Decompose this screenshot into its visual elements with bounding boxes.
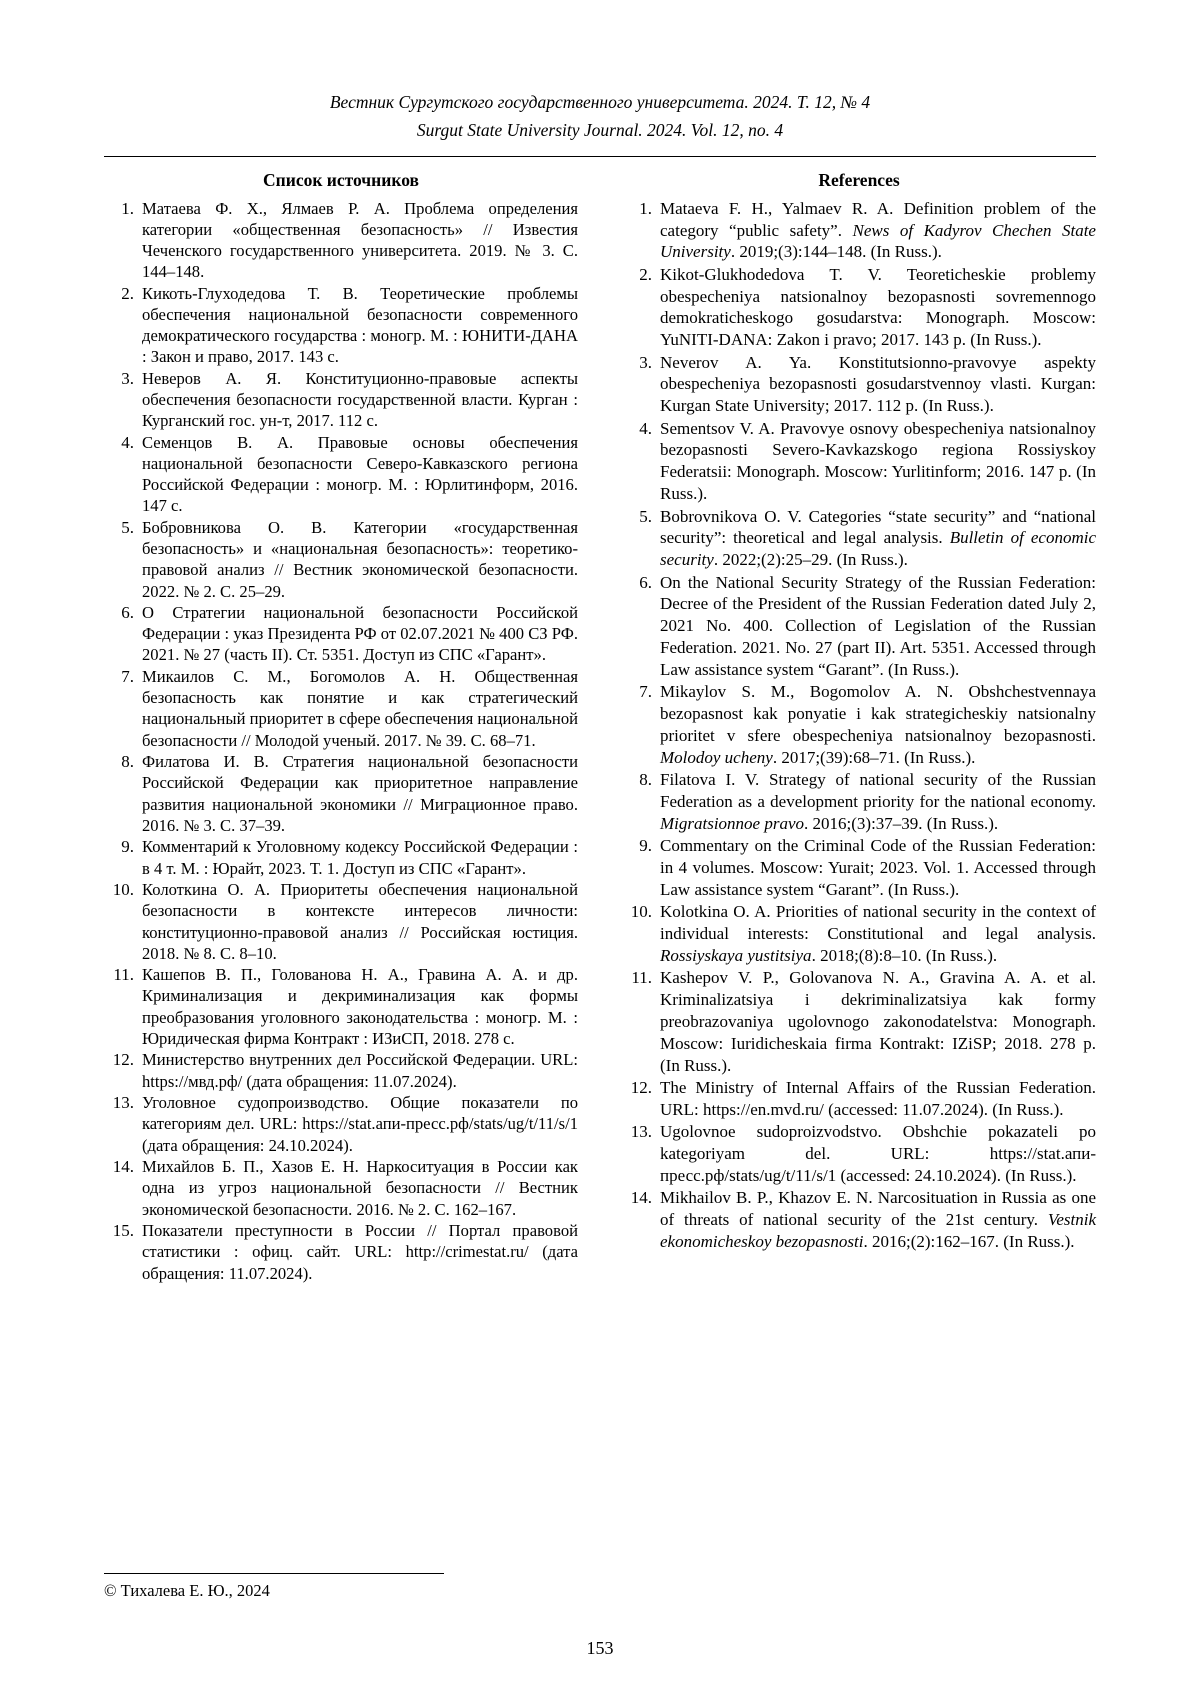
reference-item — [622, 418, 1096, 505]
reference-number: 12. — [630, 1077, 652, 1097]
header-divider — [104, 156, 1096, 157]
russian-reference-list — [104, 198, 578, 1284]
russian-list-title: Список источников — [263, 169, 419, 190]
reference-text: Kashepov V. P., Golovanova N. A., Gravina A. A. et al. Kriminalizatsiya i dekriminalizatsiya kak formy preobrazovaniya ugolovnogo zakonodatelstva: Monograph. Moscow: Iuridicheskaia firma Kontrakt: IZiSP; 2018. 278 p. (In Russ.). — [660, 968, 1096, 1075]
reference-number: 7. — [639, 682, 652, 702]
reference-text: The Ministry of Internal Affairs of the Russian Federation. URL: https://en.mvd.ru/ (accessed: 11.07.2024). (In Russ.). — [660, 1077, 1096, 1119]
reference-number: 9. — [639, 836, 652, 856]
reference-item — [622, 572, 1096, 681]
reference-text: Neverov A. Ya. Konstitutsionno-pravovye aspekty obespecheniya bezopasnosti gosudarstvennoy vlasti. Kurgan: Kurgan State University; 2017. 112 p. (In Russ.). — [660, 352, 1096, 416]
english-list-title: References — [818, 169, 900, 190]
reference-number: 4. — [639, 418, 652, 438]
reference-item — [622, 264, 1096, 351]
reference-text: Mikaylov S. M., Bogomolov A. N. Obshchestvennaya bezopasnost kak ponyatie i kak strategicheskiy natsionalny prioritet v sfere obespecheniya natsionalnoy bezopasnosti. Molodoy ucheny. 2017;(39):68–71. (In Russ.). — [660, 682, 1096, 767]
reference-text: Mikhailov B. P., Khazov E. N. Narcosituation in Russia as one of threats of national security of the 21st century. Vestnik ekonomicheskoy bezopasnosti. 2016;(2):162–167. (In Russ.). — [660, 1188, 1096, 1251]
reference-item — [104, 602, 578, 665]
reference-text: On the National Security Strategy of the Russian Federation: Decree of the President of the Russian Federation dated July 2, 2021 No. 400. Collection of Legislation of the Russian Federation. 2021. No. 27 (part II). Art. 5351. Accessed through Law assistance system “Garant”. (In Russ.). — [660, 572, 1096, 679]
reference-number: 15. — [112, 1221, 134, 1241]
reference-number: 14. — [630, 1188, 652, 1208]
reference-text: Commentary on the Criminal Code of the Russian Federation: in 4 volumes. Moscow: Yurait; 2023. Vol. 1. Accessed through Law assistance system “Garant”. (In Russ.). — [660, 836, 1096, 899]
reference-text: Микаилов С. М., Богомолов А. Н. Общественная безопасность как понятие и как стратегический национальный приоритет в сфере обеспечения национальной безопасности // Молодой ученый. 2017. № 39. С. 68–71. — [142, 667, 578, 750]
reference-text: Ugolovnoe sudoproizvodstvo. Obshchie pokazateli po kategoriyam del. URL: https://stat.апи-пресс.рф/stats/ug/t/11/s/1 (accessed: 24.10.2024). (In Russ.). — [660, 1122, 1096, 1185]
reference-item — [104, 432, 578, 517]
reference-text: Матаева Ф. Х., Ялмаев Р. А. Проблема определения категории «общественная безопасность» // Известия Чеченского государственного университета. 2019. № 3. С. 144–148. — [142, 198, 578, 282]
reference-number: 3. — [639, 352, 652, 372]
reference-text: Бобровникова О. В. Категории «государственная безопасность» и «национальная безопасность»: теоретико-правовой анализ // Вестник экономической безопасности. 2022. № 2. С. 25–29. — [142, 518, 578, 601]
reference-number: 8. — [121, 752, 134, 772]
running-head — [104, 88, 1096, 145]
reference-number: 5. — [121, 518, 134, 538]
reference-item — [104, 1220, 578, 1283]
reference-number: 2. — [121, 283, 134, 303]
reference-number: 11. — [113, 965, 134, 985]
reference-item — [104, 879, 578, 964]
reference-item — [104, 1049, 578, 1091]
reference-number: 13. — [112, 1093, 134, 1113]
reference-item — [622, 901, 1096, 967]
reference-item — [622, 1077, 1096, 1121]
reference-text: Filatova I. V. Strategy of national security of the Russian Federation as a development priority for the national economy. Migratsionnoe pravo. 2016;(3):37–39. (In Russ.). — [660, 770, 1096, 833]
reference-number: 1. — [121, 198, 134, 218]
reference-item — [622, 1187, 1096, 1253]
reference-text: Bobrovnikova O. V. Categories “state security” and “national security”: theoretical and legal analysis. Bulletin of economic security. 2022;(2):25–29. (In Russ.). — [660, 506, 1096, 570]
column-english-references — [622, 170, 1096, 1284]
reference-number: 9. — [121, 837, 134, 857]
reference-number: 12. — [112, 1050, 134, 1070]
reference-text: Sementsov V. A. Pravovye osnovy obespecheniya natsionalnoy bezopasnosti Severo-Kavkazskogo regiona Rossiyskoy Federatsii: Monograph. Moscow: Yurlitinform; 2016. 147 p. (In Russ.). — [660, 418, 1096, 504]
reference-text: Колоткина О. А. Приоритеты обеспечения национальной безопасности в контексте интересов личности: конституционно-правовой анализ // Российская юстиция. 2018. № 8. С. 8–10. — [142, 880, 578, 963]
reference-number: 10. — [112, 880, 134, 900]
reference-item — [104, 964, 578, 1049]
reference-item — [104, 751, 578, 836]
reference-number: 1. — [639, 198, 652, 218]
reference-number: 10. — [630, 902, 652, 922]
reference-number: 6. — [639, 572, 652, 592]
reference-text: Кикоть-Глуходедова Т. В. Теоретические проблемы обеспечения национальной безопасности современного демократического государства : моногр. М. : ЮНИТИ-ДАНА : Закон и право, 2017. 143 с. — [142, 283, 578, 367]
copyright-note: © Тихалева Е. Ю., 2024 — [104, 1581, 270, 1600]
reference-item — [622, 835, 1096, 901]
reference-item — [622, 198, 1096, 264]
reference-text: Kikot-Glukhodedova T. V. Teoreticheskie problemy obespecheniya natsionalnoy bezopasnosti sovremennogo demokraticheskogo gosudarstva: Monograph. Moscow: YuNITI-DANA: Zakon i pravo; 2017. 143 p. (In Russ.). — [660, 264, 1096, 350]
reference-text: Mataeva F. H., Yalmaev R. A. Definition problem of the category “public safety”. News of Kadyrov Chechen State University. 2019;(3):144–148. (In Russ.). — [660, 198, 1096, 262]
reference-text: Филатова И. В. Стратегия национальной безопасности Российской Федерации как приоритетное направление развития национальной экономики // Миграционное право. 2016. № 3. С. 37–39. — [142, 752, 578, 835]
reference-item — [104, 198, 578, 283]
reference-number: 7. — [121, 667, 134, 687]
reference-number: 6. — [121, 603, 134, 623]
references-columns — [104, 170, 1096, 1284]
reference-number: 8. — [639, 770, 652, 790]
reference-item — [104, 1092, 578, 1155]
reference-text: Показатели преступности в России // Портал правовой статистики : офиц. сайт. URL: http://crimestat.ru/ (дата обращения: 11.07.2024). — [142, 1221, 578, 1283]
reference-text: Министерство внутренних дел Российской Федерации. URL: https://мвд.рф/ (дата обращения: 11.07.2024). — [142, 1050, 578, 1091]
reference-item — [104, 283, 578, 368]
page-number: 153 — [586, 1638, 614, 1658]
column-russian-sources — [104, 170, 578, 1284]
reference-number: 11. — [631, 968, 652, 988]
reference-text: Семенцов В. А. Правовые основы обеспечения национальной безопасности Северо-Кавказского региона Российской Федерации : моногр. М. : Юрлитинформ, 2016. 147 с. — [142, 432, 578, 516]
reference-item — [104, 517, 578, 602]
english-reference-list — [622, 198, 1096, 1253]
reference-item — [622, 352, 1096, 418]
reference-text: Комментарий к Уголовному кодексу Российской Федерации : в 4 т. М. : Юрайт, 2023. Т. 1. Доступ из СПС «Гарант». — [142, 837, 578, 878]
reference-text: Кашепов В. П., Голованова Н. А., Гравина А. А. и др. Криминализация и декриминализация как формы преобразования уголовного законодательства : моногр. М. : Юридическая фирма Контракт : ИЗиСП, 2018. 278 с. — [142, 965, 578, 1048]
footer-divider — [104, 1573, 444, 1574]
reference-item — [622, 1121, 1096, 1187]
reference-item — [622, 681, 1096, 768]
reference-number: 5. — [639, 506, 652, 526]
reference-text: Неверов А. Я. Конституционно-правовые аспекты обеспечения безопасности государственной власти. Курган : Курганский гос. ун-т, 2017. 112 с. — [142, 368, 578, 431]
reference-number: 13. — [630, 1122, 652, 1142]
reference-text: Михайлов Б. П., Хазов Е. Н. Наркоситуация в России как одна из угроз национальной безопасности // Вестник экономической безопасности. 2016. № 2. С. 162–167. — [142, 1157, 578, 1219]
page-footer — [104, 1573, 1096, 1601]
reference-item — [104, 666, 578, 751]
reference-text: Уголовное судопроизводство. Общие показатели по категориям дел. URL: https://stat.апи-пресс.рф/stats/ug/t/11/s/1 (дата обращения: 24.10.2024). — [142, 1093, 578, 1155]
reference-item — [622, 769, 1096, 835]
reference-number: 4. — [121, 432, 134, 452]
reference-number: 3. — [121, 368, 134, 388]
reference-item — [104, 836, 578, 878]
reference-text: Kolotkina O. A. Priorities of national security in the context of individual interests: Constitutional and legal analysis. Rossiyskaya yustitsiya. 2018;(8):8–10. (In Russ.). — [660, 902, 1096, 965]
reference-item — [622, 967, 1096, 1076]
reference-item — [622, 506, 1096, 572]
reference-number: 14. — [112, 1157, 134, 1177]
reference-number: 2. — [639, 264, 652, 284]
running-head-line-ru: Вестник Сургутского государственного университета. 2024. Т. 12, № 4 — [329, 92, 871, 112]
reference-item — [104, 368, 578, 431]
running-head-line-en: Surgut State University Journal. 2024. Vol. 12, no. 4 — [416, 120, 784, 141]
reference-item — [104, 1156, 578, 1219]
reference-text: О Стратегии национальной безопасности Российской Федерации : указ Президента РФ от 02.07.2021 № 400 СЗ РФ. 2021. № 27 (часть II). Ст. 5351. Доступ из СПС «Гарант». — [142, 603, 578, 665]
